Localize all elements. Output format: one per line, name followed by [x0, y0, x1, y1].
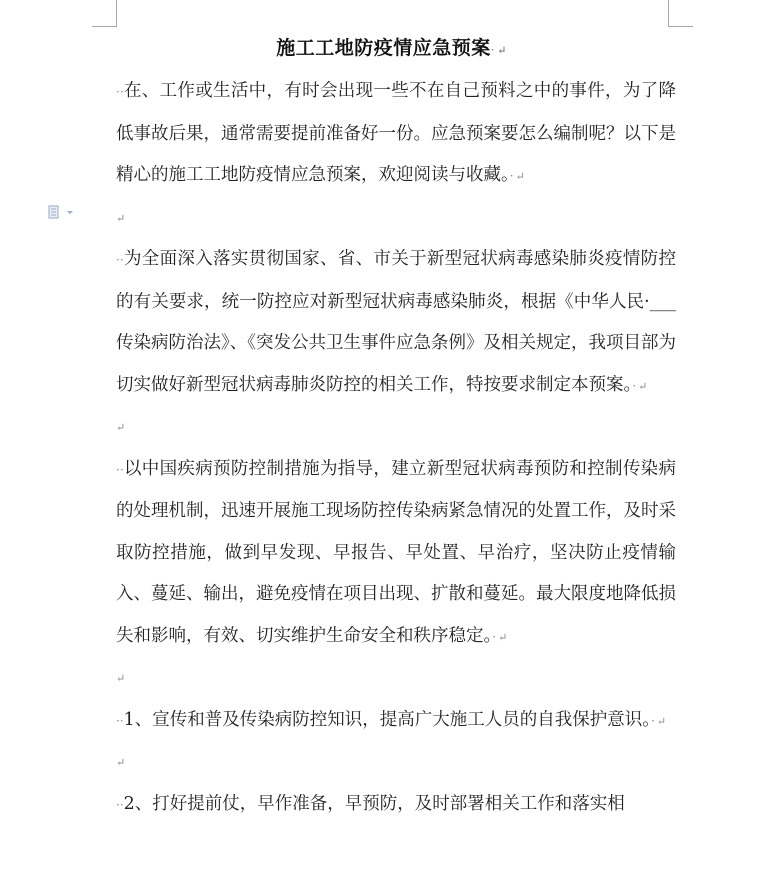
return-mark: ↵: [116, 421, 126, 434]
return-mark: ↵: [116, 756, 126, 769]
return-mark: ↵: [638, 379, 648, 393]
paragraph[interactable]: [116, 239, 676, 407]
paragraph-text: 2、打好提前仗，早作准备，早预防，及时部署相关工作和落实相: [123, 793, 625, 814]
paragraph[interactable]: [116, 700, 676, 743]
para-end-mark: ·: [632, 378, 637, 393]
document-title[interactable]: [0, 33, 783, 60]
para-end-mark: ·: [651, 713, 655, 728]
crop-mark-top-right: [668, 0, 693, 27]
empty-paragraph[interactable]: [116, 658, 676, 700]
return-mark: ↵: [116, 211, 126, 225]
lead-mark: ··: [116, 713, 124, 728]
lead-mark: ··: [116, 797, 124, 812]
return-mark: ↵: [515, 170, 525, 183]
paragraph[interactable]: [116, 71, 676, 198]
lead-mark: ··: [116, 253, 124, 267]
paragraph-text: 在、工作或生活中，有时会出现一些不在自己预料之中的事件，为了降低事故后果，通常需要提前准备好一份。应急预案要怎么编制呢？以下是精心的施工工地防疫情应急预案，欢迎阅读与收藏。: [116, 81, 676, 185]
paragraph-text: 1、宣传和普及传染病防控知识，提高广大施工人员的自我保护意识。: [123, 709, 652, 730]
crop-mark-top-left: [92, 0, 117, 27]
return-mark: ↵: [116, 672, 126, 685]
document-icon[interactable]: [48, 205, 74, 219]
paragraph-text: 以中国疾病预防控制措施为指导，建立新型冠状病毒预防和控制传染病的处理机制，迅速开展施工现场防控传染病紧急情况的处置工作，及时采取防控措施，做到早发现、早报告、早处置、早治疗，坚决防止疫情输入、蔓延、输出，避免疫情在项目出现、扩散和蔓延。最大限度地降低损失和影响，有效、切实维护生命安全和秩序稳定。: [116, 458, 676, 646]
return-mark: ↵: [656, 714, 667, 728]
title-text: 施工工地防疫情应急预案: [276, 37, 491, 59]
paragraph-text: 为全面深入落实贯彻国家、省、市关于新型冠状病毒感染肺炎疫情防控的有关要求，统一防控应对新型冠状病毒感染肺炎，根据《中华人民·___传染病防治法》、《突发公共卫生事件应急条例》及相关规定，我项目部为切实做好新型冠状病毒肺炎防控的相关工作，特按要求制定本预案。: [116, 249, 676, 395]
empty-paragraph[interactable]: [116, 407, 676, 449]
return-mark: ↵: [497, 44, 507, 57]
title-end-mark: ·: [490, 43, 496, 57]
lead-mark: ··: [116, 462, 124, 477]
para-end-mark: ·: [492, 629, 497, 644]
empty-paragraph[interactable]: [116, 198, 676, 240]
empty-paragraph[interactable]: [116, 742, 676, 784]
lead-mark: ··: [116, 85, 124, 99]
paragraph[interactable]: [116, 449, 676, 659]
document-body[interactable]: [116, 71, 676, 826]
para-end-mark: ·: [509, 169, 514, 183]
return-mark: ↵: [498, 630, 508, 644]
paragraph[interactable]: [116, 784, 676, 827]
